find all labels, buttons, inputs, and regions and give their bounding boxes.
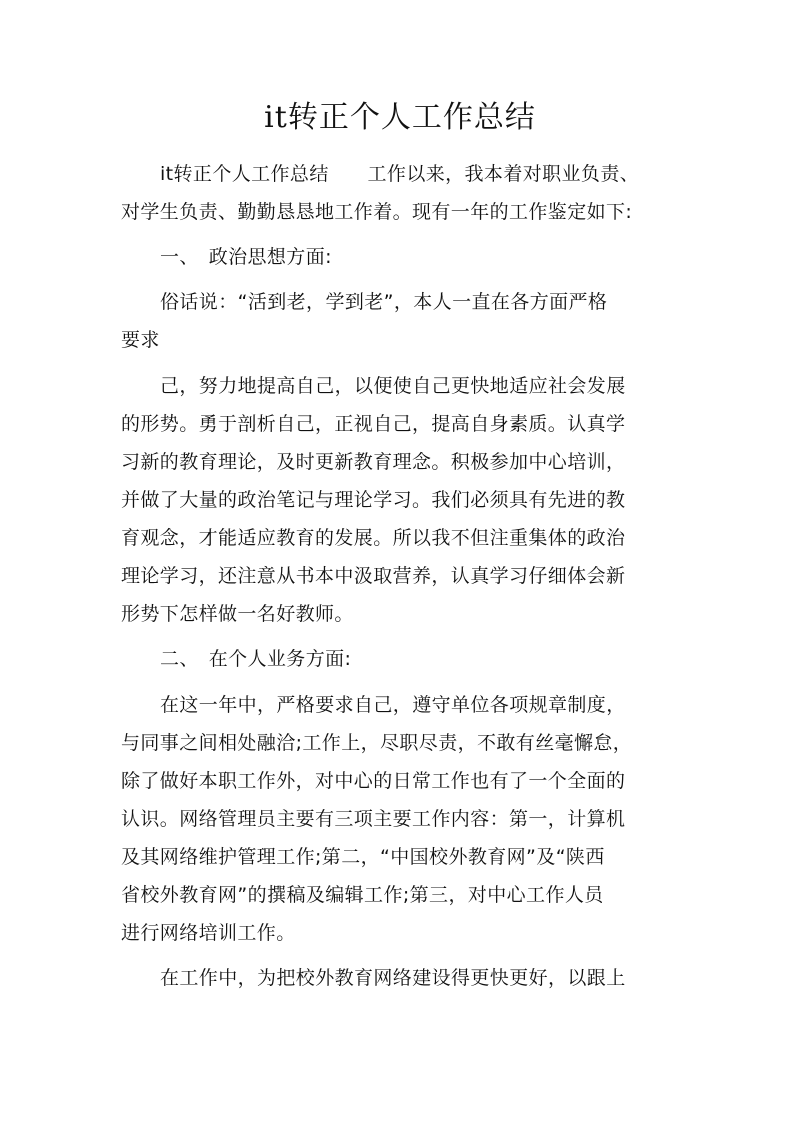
paragraph-line: 在工作中，为把校外教育网络建设得更快更好，以跟上	[160, 967, 626, 989]
paragraph-line: 省校外教育网”的撰稿及编辑工作;第三，对中心工作人员	[121, 884, 604, 906]
document-title: it转正个人工作总结	[264, 100, 536, 135]
paragraph-line: 并做了大量的政治笔记与理论学习。我们必须具有先进的教	[121, 489, 626, 511]
paragraph-line: 及其网络维护管理工作;第二，“中国校外教育网”及“陕西	[121, 846, 605, 868]
paragraph-line: 进行网络培训工作。	[121, 922, 296, 944]
paragraph-line: 的形势。勇于剖析自己，正视自己，提高自身素质。认真学	[121, 413, 626, 435]
paragraph-line: 认识。网络管理员主要有三项主要工作内容：第一，计算机	[121, 808, 626, 830]
paragraph-line: 俗话说：“活到老，学到老”，本人一直在各方面严格	[160, 291, 608, 313]
paragraph-line: 习新的教育理论，及时更新教育理念。积极参加中心培训，	[121, 451, 626, 473]
paragraph-line: 与同事之间相处融洽;工作上，尽职尽责，不敢有丝毫懈怠，	[121, 732, 633, 754]
paragraph-line: 除了做好本职工作外，对中心的日常工作也有了一个全面的	[121, 770, 626, 792]
section-heading: 一、 政治思想方面:	[160, 246, 332, 268]
paragraph-line: 理论学习，还注意从书本中汲取营养，认真学习仔细体会新	[121, 565, 626, 587]
paragraph-line: 育观念，才能适应教育的发展。所以我不但注重集体的政治	[121, 527, 626, 549]
paragraph-line: 形势下怎样做一名好教师。	[121, 603, 354, 625]
paragraph-line: 要求	[121, 329, 160, 351]
paragraph-line: 己，努力地提高自己，以便使自己更快地适应社会发展	[160, 375, 626, 397]
paragraph-line: it转正个人工作总结 工作以来，我本着对职业负责、	[160, 163, 640, 185]
section-heading: 二、 在个人业务方面:	[160, 648, 352, 670]
paragraph-line: 在这一年中，严格要求自己，遵守单位各项规章制度，	[160, 694, 626, 716]
paragraph-line: 对学生负责、勤勤恳恳地工作着。现有一年的工作鉴定如下:	[121, 201, 633, 223]
